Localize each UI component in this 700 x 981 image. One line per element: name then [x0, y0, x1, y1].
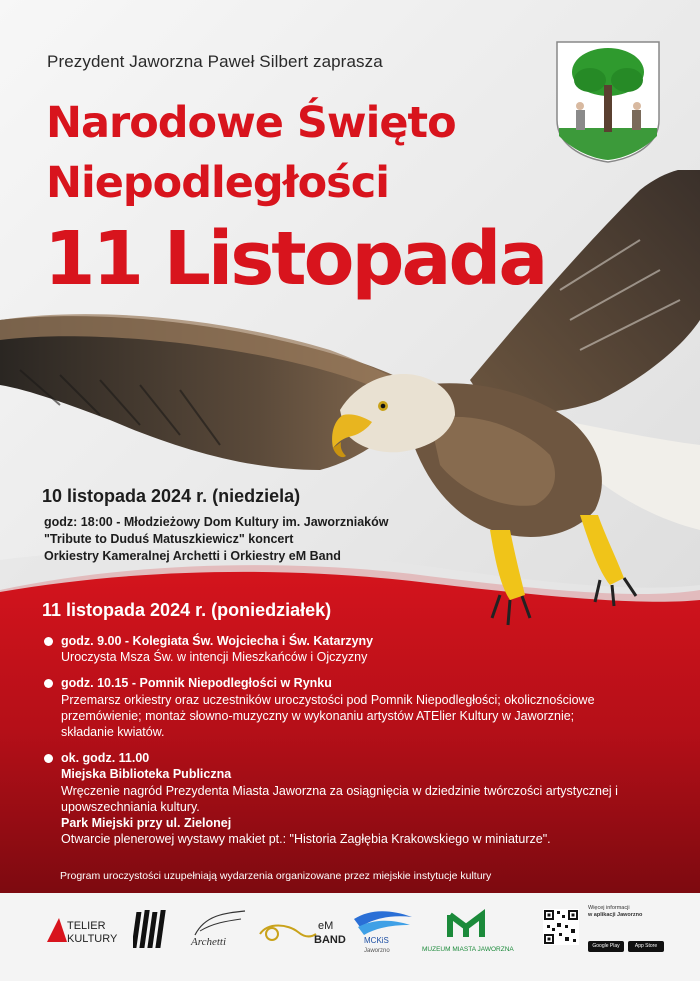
event-text: Otwarcie plenerowej wystawy makiet pt.: "Historia Zagłębia Krakowskiego w miniaturze". — [61, 832, 551, 847]
event-head: godz. 10.15 - Pomnik Niepodległości w Rynku — [61, 676, 332, 691]
day2-title: 11 listopada 2024 r. (poniedziałek) — [42, 600, 332, 620]
muzeum-logo — [420, 905, 520, 955]
event-item — [44, 750, 624, 847]
emband-band: BAND — [314, 934, 346, 946]
atelier-bottom: KULTURY — [67, 933, 118, 945]
day1-details — [44, 514, 524, 565]
atelier-top: TELIER — [67, 920, 106, 932]
bullet-icon — [44, 637, 53, 646]
event-text: Przemarsz orkiestry oraz uczestników uroczystości pod Pomnik Niepodległości; okolicznościowe przemówienie; montaż słowno-muzyczny w wykonaniu artystów ATElier Kultury w Jaworznie; składanie kwiatów. — [61, 692, 595, 740]
app-line-1: Więcej informacji — [588, 905, 630, 911]
event-head: godz. 9.00 - Kolegiata Św. Wojciecha i Św. Katarzyny — [61, 634, 374, 648]
title-line-2: Niepodległości — [46, 158, 389, 208]
title-line-1: Narodowe Święto — [46, 98, 456, 148]
mckis-label: MCKiS — [364, 936, 389, 945]
ensemble-logo — [133, 908, 175, 952]
day2-events — [44, 633, 624, 857]
event-item — [44, 675, 624, 740]
event-venue: Miejska Biblioteka Publiczna — [61, 767, 232, 782]
city-crest-icon — [555, 40, 661, 164]
event-head: ok. godz. 11.00 — [61, 751, 150, 766]
event-text: Wręczenie nagród Prezydenta Miasta Jaworzna za osiągnięcia w dziedzinie twórczości artystycznej i upowszechniania kultury. — [61, 783, 618, 814]
event-item — [44, 633, 624, 665]
day1-line: Orkiestry Kameralnej Archetti i Orkiestry eM Band — [44, 549, 341, 563]
inviter-text: Prezydent Jaworzna Paweł Silbert zaprasza — [47, 52, 383, 71]
day1-title: 10 listopada 2024 r. (niedziela) — [42, 486, 301, 506]
bullet-icon — [44, 754, 53, 763]
emband-em: eM — [318, 920, 334, 932]
archetti-logo — [185, 905, 253, 955]
google-play-badge[interactable]: Google Play — [588, 941, 624, 952]
app-store-badge[interactable]: App Store — [628, 941, 664, 952]
app-info — [588, 905, 668, 955]
atelier-kultury-logo — [45, 912, 123, 950]
muzeum-label: MUZEUM MIASTA JAWORZNA — [422, 946, 514, 953]
qr-code-icon — [543, 909, 579, 945]
bullet-icon — [44, 679, 53, 688]
app-line-2: w aplikacji Jaworzno — [588, 912, 643, 918]
event-text: Uroczysta Msza Św. w intencji Mieszkańców i Ojczyzny — [61, 650, 368, 665]
day1-line: godz: 18:00 - Młodzieżowy Dom Kultury im. Jaworzniaków — [44, 515, 389, 529]
program-note: Program uroczystości uzupełniają wydarzenia organizowane przez miejskie instytucje kultury — [60, 870, 492, 882]
title-date: 11 Listopada — [44, 216, 546, 302]
day1-line: "Tribute to Duduś Matuszkiewicz" koncert — [44, 532, 294, 546]
mckis-city: Jaworzno — [364, 948, 390, 954]
mckis-logo — [350, 905, 416, 955]
archetti-label: Archetti — [191, 936, 227, 948]
event-venue: Park Miejski przy ul. Zielonej — [61, 816, 232, 831]
em-band-logo — [258, 912, 350, 950]
